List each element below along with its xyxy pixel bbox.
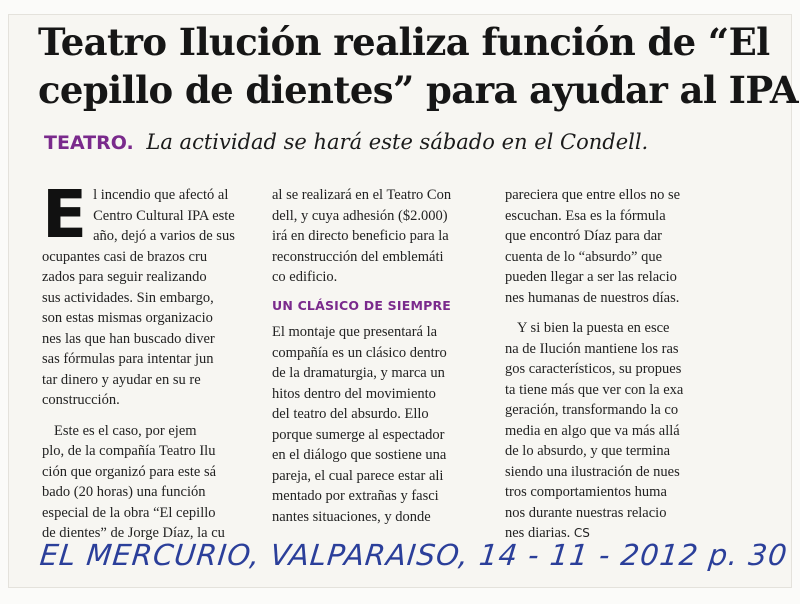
drop-cap: E bbox=[42, 185, 88, 253]
deck-text: La actividad se hará este sábado en el Condell. bbox=[146, 130, 649, 154]
subheadline bbox=[44, 130, 764, 154]
headline bbox=[38, 18, 798, 114]
column-2-paragraph-1: al se realizará en el Teatro Con dell, y cuya adhesión ($2.000) irá en directo beneficio para la reconstrucción del emblemáti co edificio. bbox=[272, 187, 452, 285]
handwritten-source-note: EL MERCURIO, VALPARAISO, 14 - 11 - 2012 p. 30 bbox=[38, 538, 790, 572]
column-2-paragraph-2: El montaje que presentará la compañía es un clásico dentro de la dramaturgia, y marca un hitos dentro del movimiento del teatro del absurdo. Ello porque sumerge al espectador en el diálogo que sostiene una pareja, el cual parece estar ali mentado por extrañas y fasci nantes situaciones, y donde bbox=[272, 324, 447, 525]
article-column-1 bbox=[42, 185, 250, 545]
section-heading: UN CLÁSICO DE SIEMPRE bbox=[272, 297, 452, 313]
article-column-3 bbox=[505, 185, 717, 545]
column-3-paragraph-2-text: Y si bien la puesta en esce na de Ilución mantiene los ras gos característicos, su propues ta tiene más que ver con la exa geración, transformando la co media en algo que va más allá de lo absurdo, y que termina siendo una ilustración de nues tros comportamientos huma nos durante nuestras relacio nes diarias. bbox=[505, 320, 684, 541]
column-1-paragraph-2: Este es el caso, por ejem plo, de la compañía Teatro Ilu ción que organizó para este sá bado (20 horas) una función especial de la obra “El cepillo de dientes” de Jorge Díaz, la cu bbox=[42, 422, 225, 541]
headline-line-2: cepillo de dientes” para ayudar al IPA bbox=[38, 68, 798, 112]
column-1-paragraph-1: l incendio que afectó al Centro Cultural IPA este año, dejó a varios de sus ocupantes casi de brazos cru zados para seguir realizando sus actividades. Sin embargo, son estas mismas organizacio nes las que han buscado diver sas fórmulas para intentar jun tar dinero y ayudar en su re construcción. bbox=[42, 187, 235, 408]
column-3-paragraph-1: pareciera que entre ellos no se escuchan. Esa es la fórmula que encontró Díaz para dar cuenta de lo “absurdo” que pueden llegar a ser las relacio nes humanas de nuestros días. bbox=[505, 187, 681, 306]
headline-line-1: Teatro Ilución realiza función de “El bbox=[38, 20, 770, 64]
section-kicker: TEATRO. bbox=[44, 132, 134, 154]
article-column-2 bbox=[272, 185, 482, 545]
column-3-paragraph-2 bbox=[505, 318, 717, 544]
end-mark: CS bbox=[573, 526, 590, 540]
